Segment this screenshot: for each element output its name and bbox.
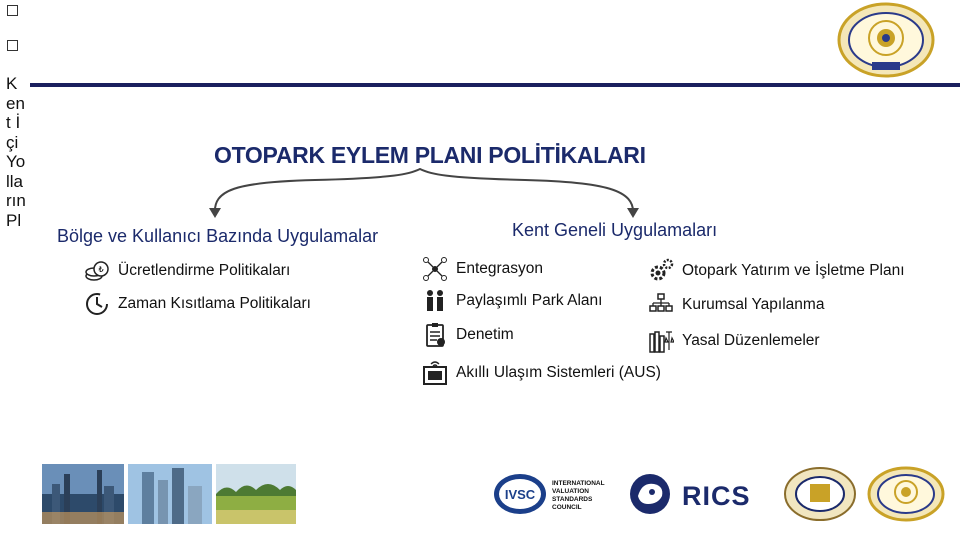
city-skyline-photo <box>42 464 124 524</box>
ivsc-wordmark <box>552 480 605 512</box>
checkbox-glyph-icon <box>7 40 18 51</box>
list-item <box>84 291 311 317</box>
clock-icon <box>84 291 110 317</box>
towers-photo <box>128 464 212 524</box>
ivsc-logo <box>492 472 548 516</box>
ankara-university-logo-small <box>866 466 946 522</box>
smart-screen-icon <box>422 360 448 386</box>
ankara-university-logo <box>834 2 938 78</box>
item-label: Otopark Yatırım ve İşletme Planı <box>682 262 905 279</box>
item-label: Zaman Kısıtlama Politikaları <box>118 295 311 312</box>
header-rule <box>30 83 960 87</box>
gears-icon <box>648 258 674 284</box>
item-label: Ücretlendirme Politikaları <box>118 262 291 279</box>
item-label: Yasal Düzenlemeler <box>682 332 820 349</box>
seal-logo <box>782 466 858 522</box>
checklist-icon <box>422 322 448 348</box>
rics-wordmark: RICS <box>682 481 751 511</box>
list-item <box>422 360 661 386</box>
list-item <box>648 292 824 318</box>
list-item <box>422 288 602 314</box>
list-item <box>648 258 905 284</box>
left-section-title: Bölge ve Kullanıcı Bazında Uygulamalar <box>57 226 379 246</box>
ivsc-line: STANDARDS <box>552 496 593 503</box>
network-icon <box>422 256 448 282</box>
ivsc-line: VALUATION <box>552 488 589 495</box>
law-books-icon <box>648 328 674 354</box>
list-item <box>422 322 514 348</box>
list-item <box>422 256 543 282</box>
right-section-title: Kent Geneli Uygulamaları <box>512 220 718 240</box>
ivsc-line: INTERNATIONAL <box>552 480 605 487</box>
ivsc-mark: IVSC <box>504 487 536 502</box>
page-title: OTOPARK EYLEM PLANI POLİTİKALARI <box>214 142 646 168</box>
brace-divider <box>205 168 645 220</box>
people-icon <box>422 288 448 314</box>
green-park-photo <box>216 464 296 524</box>
vertical-slide-title: Kent İçi Yolların Pl <box>6 74 26 230</box>
item-label: Denetim <box>456 326 514 343</box>
org-chart-icon <box>648 292 674 318</box>
checkbox-glyph-icon <box>7 5 18 16</box>
ivsc-line: COUNCIL <box>552 504 582 511</box>
list-item <box>648 328 820 354</box>
svg-text:₺: ₺ <box>98 265 104 274</box>
item-label: Kurumsal Yapılanma <box>682 296 825 313</box>
item-label: Akıllı Ulaşım Sistemleri (AUS) <box>456 364 661 381</box>
list-item <box>84 258 290 284</box>
item-label: Entegrasyon <box>456 260 544 277</box>
coins-icon <box>84 258 110 284</box>
item-label: Paylaşımlı Park Alanı <box>456 292 603 309</box>
left-text-column <box>0 0 30 540</box>
rics-lion-logo <box>624 472 676 516</box>
